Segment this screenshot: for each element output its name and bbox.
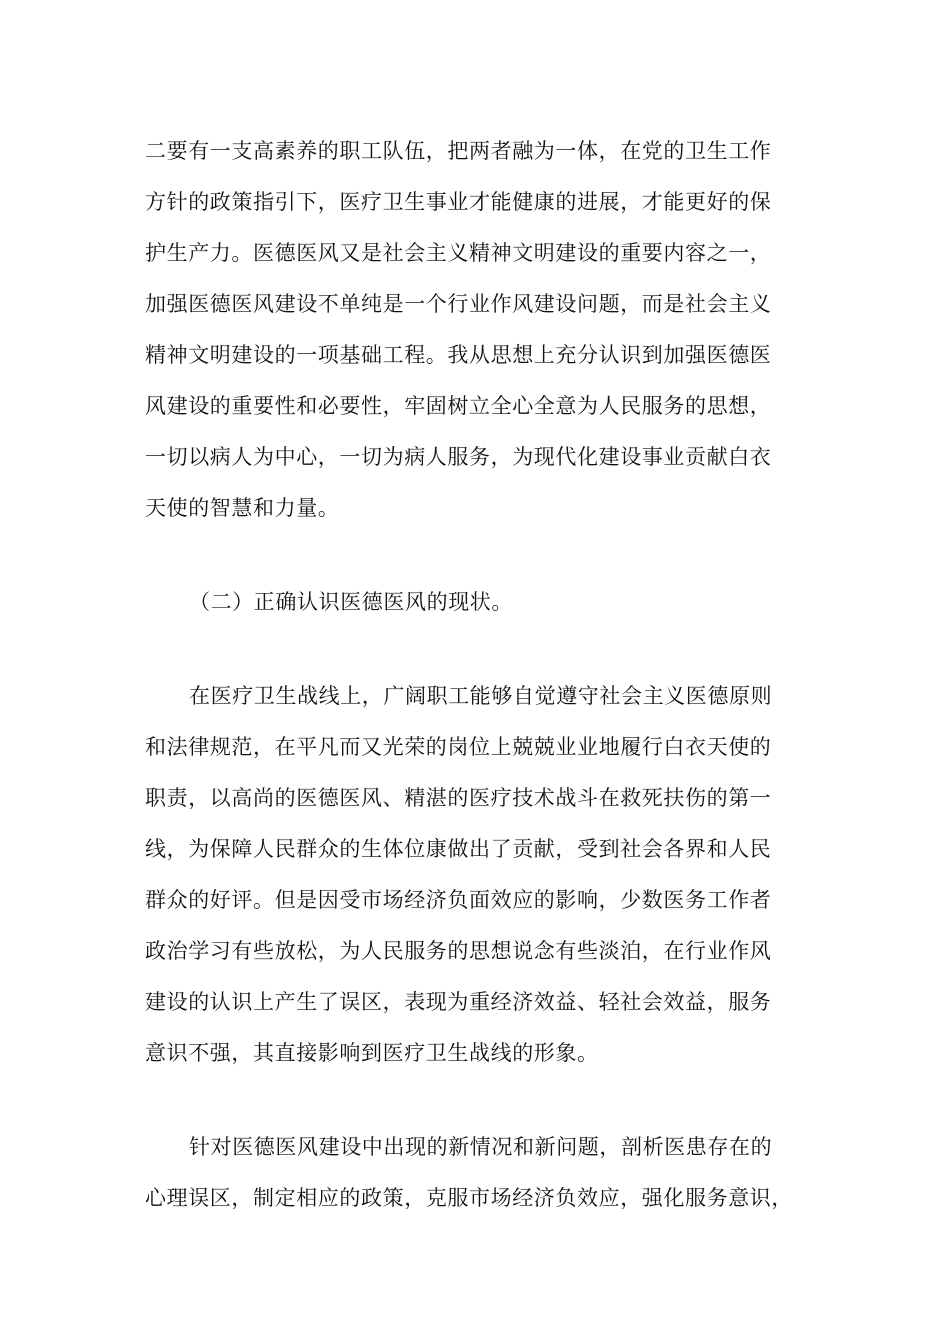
text-line: 线，为保障人民群众的生体位康做出了贡献，受到社会各界和人民 [145,837,772,861]
text-line: 精神文明建设的一项基础工程。我从思想上充分认识到加强医德医 [145,343,772,367]
section-heading [145,577,817,628]
text-line: 政治学习有些放松，为人民服务的思想说念有些淡泊，在行业作风 [145,939,772,963]
text-line: 风建设的重要性和必要性，牢固树立全心全意为人民服务的思想， [145,394,772,418]
text-line: 建设的认识上产生了误区，表现为重经济效益、轻社会效益，服务 [145,990,772,1014]
text-line: 一切以病人为中心，一切为病人服务，为现代化建设事业贡献白衣 [145,445,772,469]
paragraph-continuation [145,126,817,534]
text-line: 意识不强，其直接影响到医疗卫生战线的形象。 [145,1041,599,1065]
text-line: 针对医德医风建设中出现的新情况和新问题，剖析医患存在的 [189,1135,773,1159]
text-line: 护生产力。医德医风又是社会主义精神文明建设的重要内容之一， [145,241,772,265]
text-line: 方针的政策指引下，医疗卫生事业才能健康的进展，才能更好的保 [145,190,772,214]
text-line: 在医疗卫生战线上，广阔职工能够自觉遵守社会主义医德原则 [189,684,773,708]
text-line: 加强医德医风建设不单纯是一个行业作风建设问题，而是社会主义 [145,292,772,316]
paragraph-status [145,671,817,1079]
text-line: 心理误区，制定相应的政策，克服市场经济负效应，强化服务意识， [145,1186,793,1210]
text-line: 群众的好评。但是因受市场经济负面效应的影响，少数医务工作者 [145,888,772,912]
section-heading-text: （二）正确认识医德医风的现状。 [189,590,513,614]
text-line: 职责，以高尚的医德医风、精湛的医疗技术战斗在救死扶伤的第一 [145,786,772,810]
text-line: 二要有一支高素养的职工队伍，把两者融为一体，在党的卫生工作 [145,139,772,163]
text-line: 天使的智慧和力量。 [145,496,340,520]
paragraph-measures [145,1122,817,1224]
text-line: 和法律规范，在平凡而又光荣的岗位上兢兢业业地履行白衣天使的 [145,735,772,759]
